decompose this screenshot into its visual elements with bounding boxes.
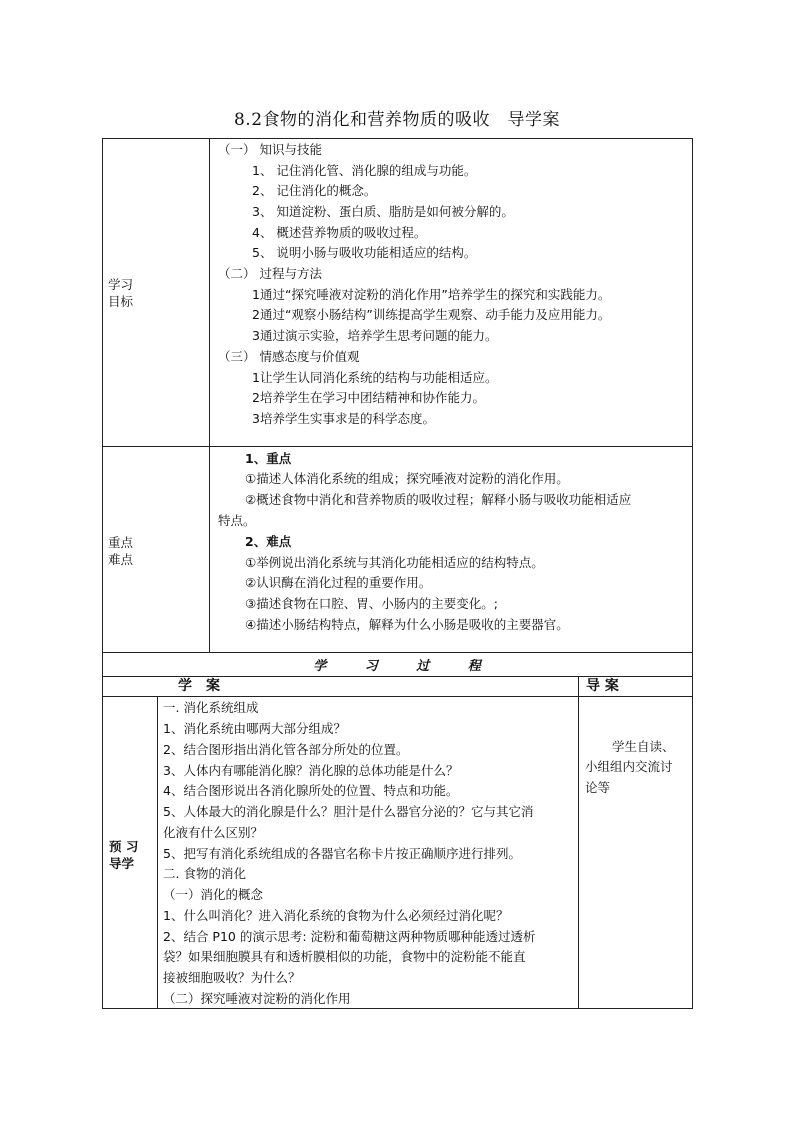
objectives-line-9: 2通过“观察小肠结构”训练提高学生观察、动手能力及应用能力。 bbox=[252, 307, 611, 322]
guide-line-1: 学生自读、 bbox=[612, 739, 675, 754]
row-divider-process bbox=[102, 676, 693, 677]
guide-line-3: 论等 bbox=[585, 780, 611, 795]
row-divider-columns bbox=[102, 696, 693, 697]
objectives-label: 学习 目标 bbox=[108, 277, 134, 309]
preview-line-15: （二）探究唾液对淀粉的消化作用 bbox=[163, 991, 351, 1006]
guide-column-divider bbox=[578, 676, 579, 1009]
difficulty-line-4: ④描述小肠结构特点，解释为什么小肠是吸收的主要器官。 bbox=[245, 617, 569, 632]
objectives-line-11: （三） 情感态度与价值观 bbox=[218, 349, 360, 364]
preview-line-13: 袋？如果细胞膜具有和透析膜相似的功能，食物中的淀粉能不能直 bbox=[163, 949, 526, 964]
preview-line-12: 2、结合 P10 的演示思考: 淀粉和葡萄糖这两种物质哪种能透过透析 bbox=[163, 929, 536, 944]
objectives-line-6: 5、 说明小肠与吸收功能相适应的结构。 bbox=[252, 245, 477, 260]
objectives-line-14: 3培养学生实事求是的科学态度。 bbox=[252, 411, 435, 426]
xue-an-header: 学 案 bbox=[178, 678, 220, 694]
table-border-top bbox=[102, 138, 693, 139]
table-border-bottom bbox=[102, 1008, 693, 1009]
keypoints-heading: 1、重点 bbox=[245, 451, 292, 466]
row-divider-objectives bbox=[102, 446, 693, 447]
keypoint-line-2: ②概述食物中消化和营养物质的吸收过程；解释小肠与吸收功能相适应 bbox=[245, 492, 632, 507]
objectives-line-8: 1通过“探究唾液对淀粉的消化作用”培养学生的探究和实践能力。 bbox=[252, 287, 611, 302]
objectives-line-7: （二） 过程与方法 bbox=[218, 266, 322, 281]
difficulty-line-3: ③描述食物在口腔、胃、小肠内的主要变化。; bbox=[245, 596, 498, 611]
preview-line-6: 5、人体最大的消化腺是什么？胆汁是什么器官分泌的？它与其它消 bbox=[163, 804, 534, 819]
objectives-line-1: （一） 知识与技能 bbox=[218, 142, 322, 157]
objectives-line-2: 1、 记住消化管、消化腺的组成与功能。 bbox=[252, 163, 477, 178]
preview-line-8: 5、把写有消化系统组成的各器官名称卡片按正确顺序进行排列。 bbox=[163, 846, 521, 861]
preview-line-9: 二. 食物的消化 bbox=[163, 866, 246, 881]
keypoint-line-1: ①描述人体消化系统的组成；探究唾液对淀粉的消化作用。 bbox=[245, 471, 569, 486]
dao-an-header: 导 案 bbox=[586, 678, 619, 694]
label-column-divider bbox=[209, 138, 210, 653]
objectives-line-10: 3通过演示实验，培养学生思考问题的能力。 bbox=[252, 328, 498, 343]
guide-line-2: 小组组内交流讨 bbox=[585, 759, 673, 774]
preview-line-11: 1、什么叫消化？进入消化系统的食物为什么必须经过消化呢？ bbox=[163, 908, 509, 923]
keypoint-line-3: 特点。 bbox=[218, 513, 256, 528]
preview-line-4: 3、人体内有哪能消化腺？消化腺的总体功能是什么？ bbox=[163, 763, 459, 778]
objectives-line-12: 1让学生认同消化系统的结构与功能相适应。 bbox=[252, 370, 498, 385]
preview-label: 预 习 导学 bbox=[109, 839, 139, 871]
preview-line-10: （一）消化的概念 bbox=[163, 887, 264, 902]
objectives-line-4: 3、 知道淀粉、蛋白质、脂肪是如何被分解的。 bbox=[252, 204, 514, 219]
table-border-left bbox=[102, 138, 103, 1009]
preview-line-5: 4、结合图形说出各消化腺所处的位置、特点和功能。 bbox=[163, 783, 459, 798]
table-border-right bbox=[692, 138, 693, 1009]
preview-line-3: 2、结合图形指出消化管各部分所处的位置。 bbox=[163, 742, 409, 757]
page-title: 8.2食物的消化和营养物质的吸收 导学案 bbox=[233, 110, 561, 130]
preview-line-14: 接被细胞吸收？为什么？ bbox=[163, 970, 301, 985]
keypoints-label: 重点 难点 bbox=[108, 535, 134, 567]
objectives-line-3: 2、 记住消化的概念。 bbox=[252, 183, 377, 198]
preview-label-divider bbox=[157, 696, 158, 1009]
difficulties-heading: 2、难点 bbox=[245, 534, 292, 549]
objectives-line-5: 4、 概述营养物质的吸收过程。 bbox=[252, 225, 427, 240]
preview-line-1: 一. 消化系统组成 bbox=[163, 700, 259, 715]
process-title: 学 习 过 程 bbox=[313, 659, 481, 674]
preview-line-2: 1、消化系统由哪两大部分组成？ bbox=[163, 721, 346, 736]
row-divider-keypoints bbox=[102, 652, 693, 653]
objectives-line-13: 2培养学生在学习中团结精神和协作能力。 bbox=[252, 390, 485, 405]
preview-line-7: 化液有什么区别？ bbox=[163, 825, 264, 840]
difficulty-line-2: ②认识酶在消化过程的重要作用。 bbox=[245, 575, 432, 590]
difficulty-line-1: ①举例说出消化系统与其消化功能相适应的结构特点。 bbox=[245, 555, 544, 570]
